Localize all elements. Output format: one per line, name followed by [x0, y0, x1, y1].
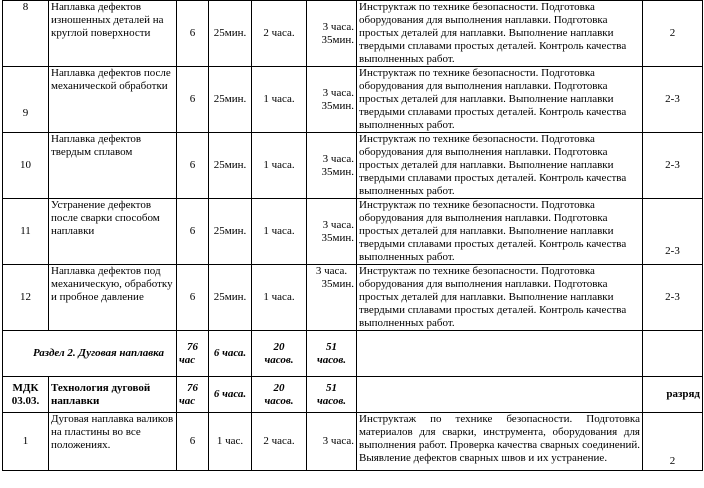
lesson-content: Инструктаж по технике безопасности. Подготовка оборудования для выполнения наплавки. Подготовка простых деталей для наплавки. Выполнение наплавки твердыми сплавами простых деталей. Контроль качества выполненных работ.: [357, 1, 643, 67]
mdk-work-unit: часов.: [316, 394, 347, 407]
section-time-work: [307, 331, 357, 377]
lesson-name: Устранение дефектов после сварки способом наплавки: [49, 199, 177, 265]
mdk-practice-unit: часов.: [264, 394, 294, 407]
time-theory: 25мин.: [209, 1, 252, 67]
section-empty-content: [357, 331, 643, 377]
time-practice: 1 часа.: [252, 133, 307, 199]
lesson-content: Инструктаж по технике безопасности. Подготовка оборудования для выполнения наплавки. Подготовка простых деталей для наплавки. Выполнение наплавки твердыми сплавами простых деталей. Контроль качества выполненных работ.: [357, 199, 643, 265]
lesson-rank: 2-3: [643, 265, 703, 331]
time-work: [307, 265, 357, 331]
section-title: Раздел 2. Дуговая наплавка: [3, 331, 177, 377]
time-work-hours: 3 часа.: [322, 152, 354, 165]
lesson-hours: 6: [177, 265, 209, 331]
time-practice: 2 часа.: [252, 413, 307, 471]
time-work-hours: 3 часа.: [315, 265, 348, 277]
time-work-hours: 3 часа.: [322, 218, 354, 231]
lesson-rank: 2: [643, 413, 703, 471]
lesson-hours: 6: [177, 67, 209, 133]
mdk-code: [3, 377, 49, 413]
lesson-rank: 2-3: [643, 199, 703, 265]
time-work: [307, 67, 357, 133]
mdk-time-theory: 6 часа.: [209, 377, 252, 413]
time-work: 3 часа.: [307, 413, 357, 471]
lesson-content: Инструктаж по технике безопасности. Подготовка оборудования для выполнения наплавки. Подготовка простых деталей для наплавки. Выполнение наплавки твердыми сплавами простых деталей. Контроль качества выполненных работ.: [357, 133, 643, 199]
time-practice: 1 часа.: [252, 199, 307, 265]
time-work: [307, 133, 357, 199]
lesson-content: Инструктаж по технике безопасности. Подготовка оборудования для выполнения наплавки. Подготовка простых деталей для наплавки. Выполнение наплавки твердыми сплавами простых деталей. Контроль качества выполненных работ.: [357, 67, 643, 133]
row-number: 8: [3, 1, 49, 67]
mdk-hours-value: 76: [187, 381, 198, 394]
table-row: [3, 413, 703, 471]
mdk-row: [3, 377, 703, 413]
lesson-name: Наплавка дефектов твердым сплавом: [49, 133, 177, 199]
mdk-rank-header: разряд: [643, 377, 703, 413]
lesson-hours: 6: [177, 1, 209, 67]
lesson-name: Дуговая наплавка валиков на пластины во все положениях.: [49, 413, 177, 471]
time-theory: 25мин.: [209, 67, 252, 133]
mdk-empty-content: [357, 377, 643, 413]
time-work: [307, 1, 357, 67]
mdk-work-value: 51: [326, 381, 337, 394]
time-practice: 1 часа.: [252, 265, 307, 331]
mdk-code-number: 03.03.: [11, 394, 40, 407]
row-number: 9: [3, 67, 49, 133]
lesson-rank: 2-3: [643, 133, 703, 199]
time-work-minutes: 35мин.: [321, 165, 354, 178]
section-work-unit: часов.: [316, 353, 347, 366]
row-number: 11: [3, 199, 49, 265]
time-practice: 2 часа.: [252, 1, 307, 67]
section-hours-value: 76: [187, 340, 198, 353]
row-number: 12: [3, 265, 49, 331]
time-work-minutes: 35мин.: [321, 278, 354, 290]
mdk-title: Технология дуговой наплавки: [49, 377, 177, 413]
lesson-content: Инструктаж по технике безопасности. Подготовка оборудования для выполнения наплавки. Подготовка простых деталей для наплавки. Выполнение наплавки твердыми сплавами простых деталей. Контроль качества выполненных работ.: [357, 265, 643, 331]
mdk-practice-value: 20: [273, 381, 285, 394]
table-row: [3, 199, 703, 265]
lesson-hours: 6: [177, 413, 209, 471]
mdk-time-practice: [252, 377, 307, 413]
mdk-code-label: МДК: [12, 381, 39, 394]
section-empty-rank: [643, 331, 703, 377]
time-theory: 1 час.: [209, 413, 252, 471]
time-practice: 1 часа.: [252, 67, 307, 133]
mdk-hours-unit: час: [179, 394, 196, 407]
section-row: [3, 331, 703, 377]
section-hours-unit: час: [179, 353, 196, 366]
section-hours: [177, 331, 209, 377]
time-work-minutes: 35мин.: [321, 231, 354, 244]
table-row: [3, 67, 703, 133]
section-time-practice: [252, 331, 307, 377]
row-number: 1: [3, 413, 49, 471]
time-work-hours: 3 часа.: [322, 86, 354, 99]
lesson-hours: 6: [177, 199, 209, 265]
lesson-rank: 2: [643, 1, 703, 67]
time-work: [307, 199, 357, 265]
section-practice-value: 20: [273, 340, 285, 353]
row-number: 10: [3, 133, 49, 199]
time-work-minutes: 35мин.: [321, 99, 354, 112]
section-time-theory: 6 часа.: [209, 331, 252, 377]
table-row: [3, 1, 703, 67]
lesson-hours: 6: [177, 133, 209, 199]
lesson-name: Наплавка дефектов под механическую, обработку и пробное давление: [49, 265, 177, 331]
time-theory: 25мин.: [209, 199, 252, 265]
mdk-time-work: [307, 377, 357, 413]
mdk-hours: [177, 377, 209, 413]
curriculum-table: [2, 0, 703, 471]
section-work-value: 51: [326, 340, 337, 353]
lesson-content: Инструктаж по технике безопасности. Подготовка материалов для сварки, инструмента, оборудования для выполнения работ. Проверка качества сварных соединений. Выявление дефектов сварных швов и их устранение.: [357, 413, 643, 471]
lesson-name: Наплавка дефектов после механической обработки: [49, 67, 177, 133]
lesson-name: Наплавка дефектов изношенных деталей на круглой поверхности: [49, 1, 177, 67]
time-work-minutes: 35мин.: [321, 33, 354, 46]
lesson-rank: 2-3: [643, 67, 703, 133]
time-work-hours: 3 часа.: [322, 20, 354, 33]
section-practice-unit: часов.: [264, 353, 294, 366]
table-row: [3, 265, 703, 331]
time-theory: 25мин.: [209, 133, 252, 199]
table-row: [3, 133, 703, 199]
time-theory: 25мин.: [209, 265, 252, 331]
